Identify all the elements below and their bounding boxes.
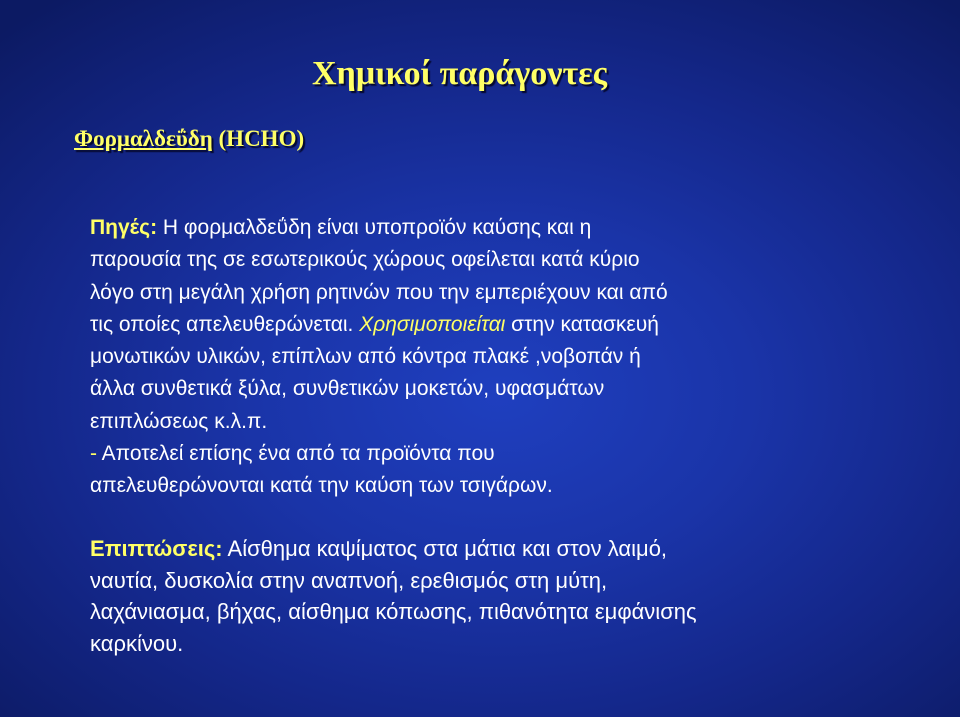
effects-label: Επιπτώσεις:: [90, 536, 223, 561]
slide-title: Χημικοί παράγοντες: [312, 55, 608, 92]
sources-text-part2: στην κατασκευή μονωτικών υλικών, επίπλων από κόντρα πλακέ ,νοβοπάν ή άλλα συνθετικά ξύλα, συνθετικών μοκετών, υφασμάτων επιπλώσεως κ.λ.π.: [90, 312, 659, 433]
slide-subtitle: [74, 125, 304, 153]
sources-italic-term: Χρησιμοποιείται: [359, 312, 506, 336]
subtitle-formula: (HCHO): [212, 126, 305, 151]
sources-text-part3: Αποτελεί επίσης ένα από τα προϊόντα που απελευθερώνονται κατά την καύση των τσιγάρων.: [90, 442, 553, 498]
sources-label: Πηγές:: [90, 216, 158, 239]
subtitle-name: Φορμαλδεΰδη: [74, 126, 213, 151]
sources-paragraph: [90, 212, 850, 503]
effects-paragraph: [90, 533, 850, 659]
sources-dash: -: [90, 442, 97, 466]
effects-text: Αίσθημα καψίματος στα μάτια και στον λαιμό, ναυτία, δυσκολία στην αναπνοή, ερεθισμός στη μύτη, λαχάνιασμα, βήχας, αίσθημα κόπωσης, πιθανότητα εμφάνισης καρκίνου.: [90, 536, 697, 656]
sources-text-part1: Η φορμαλδεΰδη είναι υποπροϊόν καύσης και η παρουσία της σε εσωτερικούς χώρους οφείλεται κατά κύριο λόγο στη μεγάλη χρήση ρητινών που την εμπεριέχουν και από τις οποίες απελευθερώνεται.: [90, 216, 668, 336]
